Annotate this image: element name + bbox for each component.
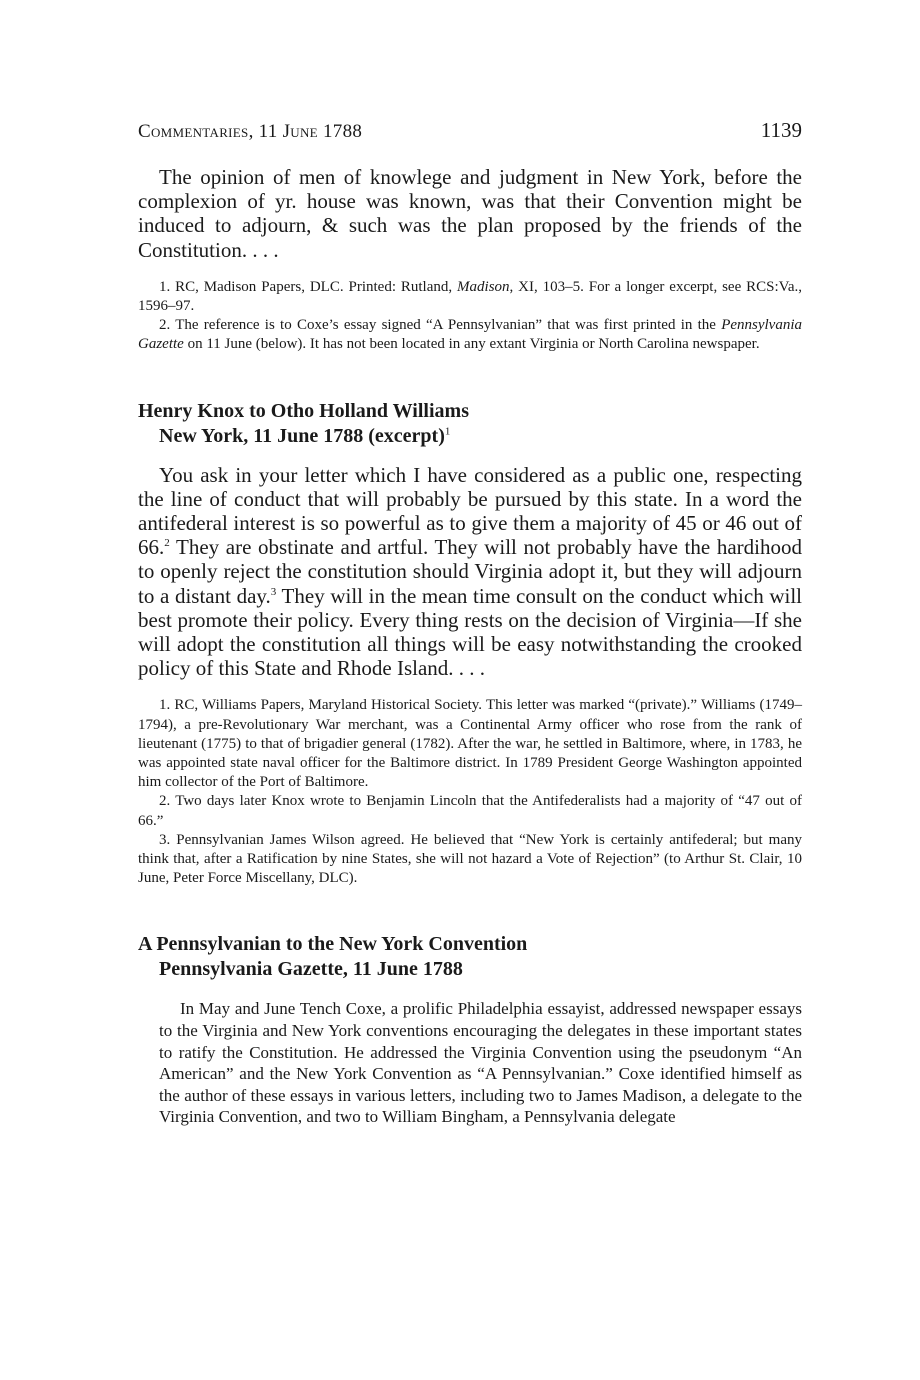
opening-paragraph-text: The opinion of men of knowlege and judgment in New York, before the complexion of yr. house was known, was that their Convention might be induced to adjourn, & such was the plan proposed by the friends of the Constitution. . . . — [138, 165, 802, 262]
knox-heading-line2: New York, 11 June 1788 (excerpt) — [159, 424, 445, 447]
running-head — [138, 118, 802, 143]
running-head-title: Commentaries, 11 June 1788 — [138, 121, 363, 142]
knox-heading-line1: Henry Knox to Otho Holland Williams — [138, 399, 469, 422]
footnote-ref: 1 — [444, 424, 451, 437]
knox-note-3: 3. Pennsylvanian James Wilson agreed. He believed that “New York is certainly antifederal; but many think that, after a Ratification by nine States, she will not hazard a Vote of Rejection” (to Arthur St. Clair, 10 June, Peter Force Miscellany, DLC). — [138, 831, 802, 887]
footnote-ref: 2 — [164, 537, 170, 550]
opening-note-2 — [138, 316, 802, 354]
note-text: on 11 June (below). It has not been located in any extant Virginia or North Carolina newspaper. — [183, 336, 760, 353]
opening-notes — [138, 278, 802, 355]
note-italic: Madison — [457, 278, 510, 295]
footnote-ref: 3 — [270, 585, 277, 598]
knox-heading — [138, 399, 802, 449]
letter-text: They will in the mean time consult on the conduct which will best promote their policy. Every thing rests on the decision of Virginia—If she will adopt the constitution all things will be easy notwithstanding the crooked policy of this State and Rhode Island. . . . — [138, 583, 803, 681]
letter-text: They are obstinate and artful. They will not probably have the hardihood to openly reject the constitution should Virginia adopt it, but they will adjourn to a distant day. — [138, 535, 802, 608]
pennsylvanian-intro — [159, 998, 802, 1128]
knox-notes — [138, 696, 802, 888]
knox-heading-line2-wrap — [138, 424, 802, 449]
document-page — [138, 118, 802, 1128]
knox-note-2: 2. Two days later Knox wrote to Benjamin Lincoln that the Antifederalists had a majority of “47 out of 66.” — [138, 793, 802, 829]
knox-note-1: 1. RC, Williams Papers, Maryland Historical Society. This letter was marked “(private).” Williams (1749–1794), a pre-Revolutionary War merchant, was a Continental Army officer who rose from the rank of lieutenant (1775) to that of brigadier general (1782). After the war, he settled in Baltimore, where, in 1783, he was appointed state naval officer for the Baltimore district. In 1789 President George Washington appointed him collector of the Port of Baltimore. — [138, 697, 802, 791]
opening-paragraph — [138, 165, 802, 262]
pennsylvanian-heading-line2: Pennsylvania Gazette, 11 June 1788 — [159, 958, 463, 981]
note-text: 1. RC, Madison Papers, DLC. Printed: Rutland, — [159, 278, 458, 295]
note-text: 2. The reference is to Coxe’s essay signed “A Pennsylvanian” that was first printed in the — [159, 317, 722, 334]
note-text: , XI, 103–5. For a longer excerpt, see RCS:Va., 1596–97. — [138, 278, 802, 315]
pennsylvanian-heading — [138, 932, 802, 982]
pennsylvanian-intro-text: In May and June Tench Coxe, a prolific Philadelphia essayist, addressed newspaper essays to the Virginia and New York conventions encouraging the delegates in these important states to ratify the Constitution. He addressed the Virginia Convention using the pseudonym “An American” and the New York Convention as “A Pennsylvanian.” Coxe identified himself as the author of these essays in various letters, including two to James Madison, a delegate to the Virginia Convention, and two to William Bingham, a Pennsylvania delegate — [159, 999, 802, 1127]
knox-letter-text — [138, 463, 802, 681]
opening-note-1 — [138, 278, 802, 316]
pennsylvanian-section — [138, 932, 802, 1128]
page-number: 1139 — [760, 118, 802, 142]
knox-section — [138, 399, 802, 889]
note-italic: Pennsylvania Gazette — [138, 317, 802, 353]
letter-text: You ask in your letter which I have considered as a public one, respecting the line of conduct that will probably be pursued by this state. In a word the antifederal interest is so powerful as to give them a majority of 45 or 46 out of 66. — [138, 462, 802, 560]
pennsylvanian-heading-line1: A Pennsylvanian to the New York Convention — [138, 933, 528, 956]
